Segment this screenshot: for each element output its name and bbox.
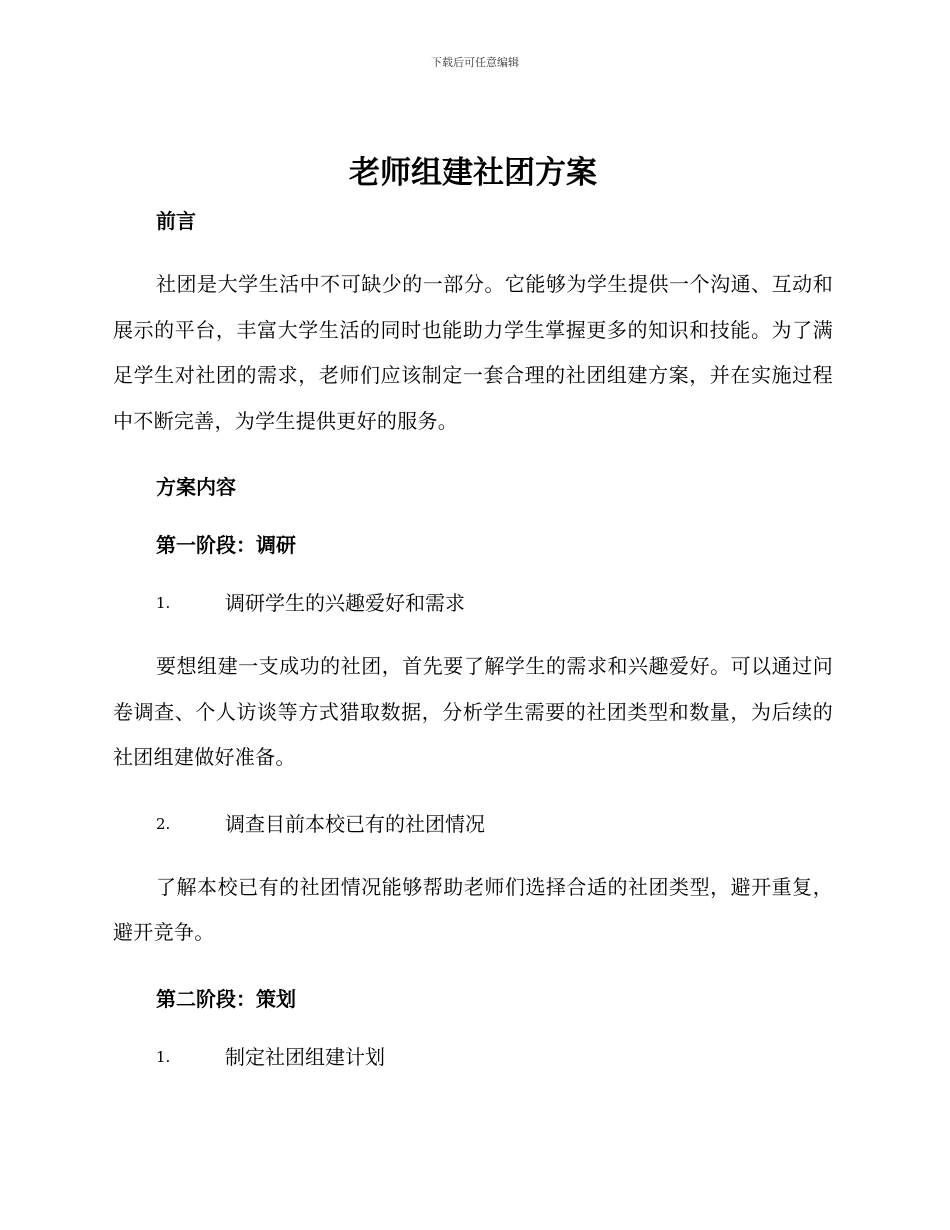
list-item-label: 调研学生的兴趣爱好和需求	[225, 591, 465, 615]
stage1-item1	[113, 588, 833, 618]
plan-heading: 方案内容	[156, 475, 236, 499]
list-item-label: 调查目前本校已有的社团情况	[225, 811, 485, 836]
stage2-heading: 第二阶段：策划	[156, 986, 296, 1011]
document-body	[113, 150, 833, 1072]
stage1-item2	[113, 809, 833, 839]
preface-paragraph: 社团是大学生活中不可缺少的一部分。它能够为学生提供一个沟通、互动和展示的平台，丰富大学生活的同时也能助力学生掌握更多的知识和技能。为了满足学生对社团的需求，老师们应该制定一套合理的社团组建方案，并在实施过程中不断完善，为学生提供更好的服务。	[113, 272, 833, 433]
preface-heading: 前言	[156, 209, 196, 233]
list-number: 1.	[156, 1047, 171, 1066]
list-number: 2.	[156, 814, 171, 833]
stage2-item1	[113, 1042, 833, 1072]
header-note: 下载后可任意编辑	[431, 56, 519, 69]
stage1-heading: 第一阶段：调研	[156, 533, 296, 557]
stage1-item2-paragraph: 了解本校已有的社团情况能够帮助老师们选择合适的社团类型，避开重复，避开竞争。	[113, 874, 833, 944]
document-title: 老师组建社团方案	[349, 155, 597, 191]
stage1-item1-paragraph: 要想组建一支成功的社团，首先要了解学生的需求和兴趣爱好。可以通过问卷调查、个人访谈等方式猎取数据，分析学生需要的社团类型和数量，为后续的社团组建做好准备。	[113, 654, 833, 769]
list-number: 1.	[156, 594, 171, 612]
list-item-label: 制定社团组建计划	[225, 1044, 385, 1069]
